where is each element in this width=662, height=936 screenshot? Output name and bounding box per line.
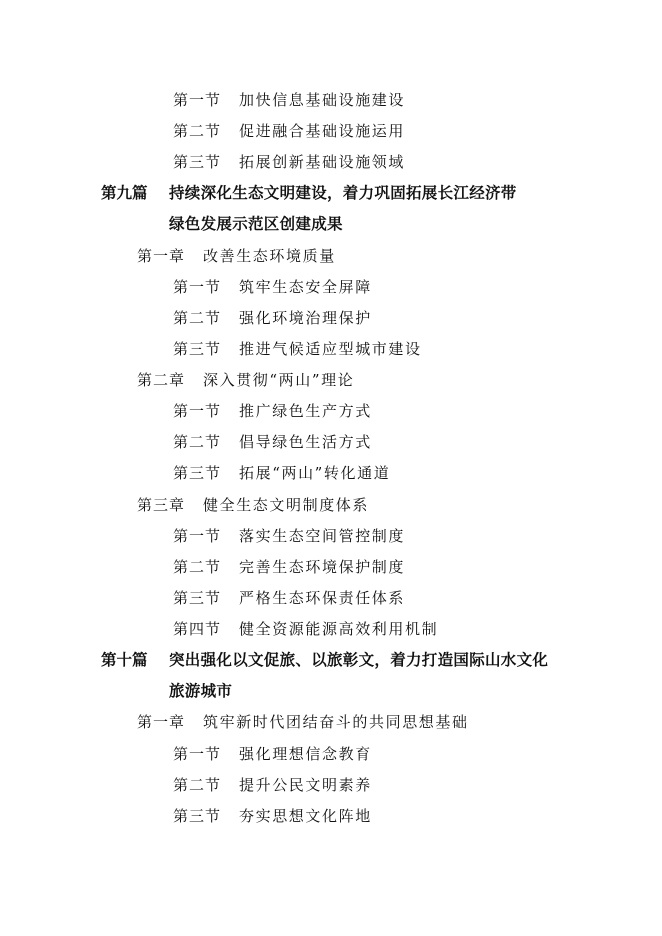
toc-section-entry xyxy=(173,432,372,452)
toc-title: 推进气候适应型城市建设 xyxy=(239,340,422,358)
toc-section-entry xyxy=(173,308,372,328)
toc-part-title-continuation: 旅游城市 xyxy=(169,682,233,700)
toc-number: 第三节 xyxy=(173,153,222,171)
toc-title: 夯实思想文化阵地 xyxy=(239,807,372,825)
toc-title: 持续深化生态文明建设，着力巩固拓展长江经济带 xyxy=(169,184,517,202)
toc-number: 第二节 xyxy=(173,776,222,794)
toc-number: 第九篇 xyxy=(101,184,148,202)
toc-number: 第三节 xyxy=(173,807,222,825)
toc-section-entry xyxy=(173,401,372,421)
toc-number: 第三节 xyxy=(173,589,222,607)
toc-title: 突出强化以文促旅、以旅彰文，着力打造国际山水文化 xyxy=(169,651,549,669)
toc-number: 第四节 xyxy=(173,620,222,638)
toc-number: 第三章 xyxy=(137,496,186,514)
toc-section-entry xyxy=(173,152,405,172)
toc-section-entry xyxy=(173,588,405,608)
toc-title: 拓展创新基础设施领域 xyxy=(239,153,406,171)
toc-number: 第一节 xyxy=(173,402,222,420)
toc-section-entry xyxy=(173,90,405,110)
toc-chapter-entry xyxy=(137,712,469,732)
toc-part-title-continuation: 绿色发展示范区创建成果 xyxy=(169,215,343,233)
toc-part-entry xyxy=(101,650,548,670)
toc-number: 第三节 xyxy=(173,464,222,482)
toc-section-entry xyxy=(173,339,422,359)
toc-number: 第二节 xyxy=(173,558,222,576)
toc-section-entry xyxy=(173,775,372,795)
toc-number: 第一章 xyxy=(137,713,186,731)
toc-number: 第二章 xyxy=(137,371,186,389)
toc-part-entry xyxy=(101,183,517,203)
toc-section-entry xyxy=(173,806,372,826)
toc-number: 第一章 xyxy=(137,247,186,265)
toc-title: 深入贯彻“两山”理论 xyxy=(203,371,355,389)
toc-title: 强化环境治理保护 xyxy=(239,309,372,327)
toc-title: 提升公民文明素养 xyxy=(239,776,372,794)
toc-number: 第一节 xyxy=(173,527,222,545)
toc-section-entry xyxy=(173,526,405,546)
toc-section-entry xyxy=(173,277,372,297)
toc-title: 加快信息基础设施建设 xyxy=(239,91,406,109)
toc-title: 拓展“两山”转化通道 xyxy=(239,464,391,482)
toc-section-entry xyxy=(173,121,405,141)
toc-number: 第一节 xyxy=(173,745,222,763)
toc-title: 改善生态环境质量 xyxy=(203,247,336,265)
toc-title: 严格生态环保责任体系 xyxy=(239,589,406,607)
toc-section-entry xyxy=(173,744,372,764)
toc-title: 强化理想信念教育 xyxy=(239,745,372,763)
toc-title: 筑牢生态安全屏障 xyxy=(239,278,372,296)
toc-title: 健全生态文明制度体系 xyxy=(203,496,370,514)
toc-chapter-entry xyxy=(137,495,369,515)
toc-number: 第二节 xyxy=(173,309,222,327)
toc-number: 第十篇 xyxy=(101,651,148,669)
toc-title: 筑牢新时代团结奋斗的共同思想基础 xyxy=(203,713,469,731)
toc-title: 倡导绿色生活方式 xyxy=(239,433,372,451)
toc-number: 第一节 xyxy=(173,91,222,109)
toc-title: 完善生态环境保护制度 xyxy=(239,558,406,576)
toc-number: 第一节 xyxy=(173,278,222,296)
toc-title: 推广绿色生产方式 xyxy=(239,402,372,420)
toc-title: 促进融合基础设施运用 xyxy=(239,122,406,140)
toc-title: 落实生态空间管控制度 xyxy=(239,527,406,545)
toc-chapter-entry xyxy=(137,246,336,266)
toc-section-entry xyxy=(173,619,438,639)
toc-number: 第二节 xyxy=(173,122,222,140)
toc-section-entry xyxy=(173,463,390,483)
toc-chapter-entry xyxy=(137,370,354,390)
toc-title: 健全资源能源高效利用机制 xyxy=(239,620,439,638)
toc-number: 第二节 xyxy=(173,433,222,451)
toc-section-entry xyxy=(173,557,405,577)
toc-number: 第三节 xyxy=(173,340,222,358)
